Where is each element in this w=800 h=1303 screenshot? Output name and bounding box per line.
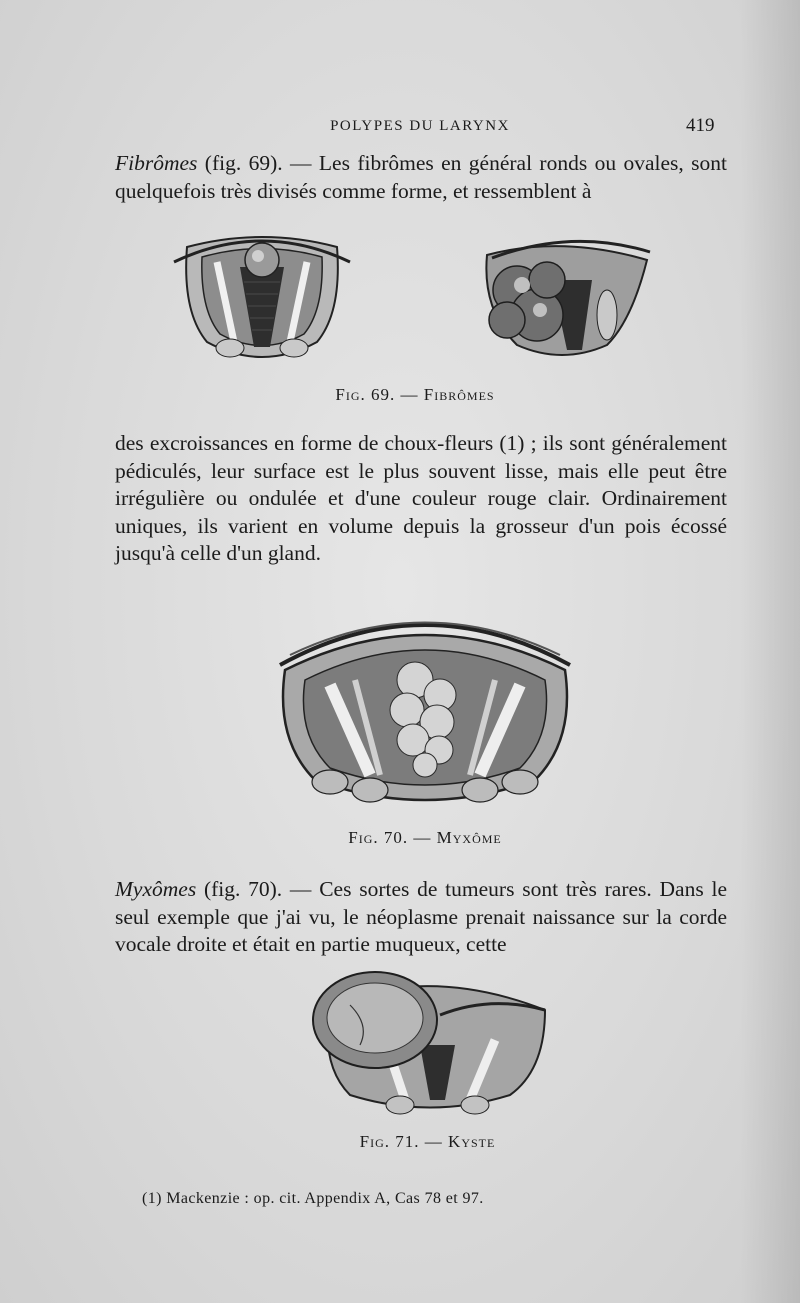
page-number: 419 (686, 115, 715, 136)
figure-71-caption: Fig. 71. — Kyste (359, 1132, 496, 1151)
paragraph-lead: Fibrômes (115, 151, 198, 175)
figure-69-caption: Fig. 69. — Fibrômes (335, 385, 495, 404)
figure-70-caption: Fig. 70. — Myxôme (348, 828, 502, 847)
paragraph-text: (fig. 70). — Ces sortes de tumeurs sont très rares. Dans le seul exemple que j'ai vu, le néoplasme prenait naissance sur la corde vocale droite et était en partie muqueux, cette (115, 877, 727, 956)
running-header: POLYPES DU LARYNX (330, 118, 510, 134)
paragraph-text: (fig. 69). — Les fibrômes en général ronds ou ovales, sont quelquefois très divisés comme forme, et ressemblent à (115, 151, 727, 203)
paragraph-lead: Myxômes (115, 877, 197, 901)
footnote: (1) Mackenzie : op. cit. Appendix A, Cas 78 et 97. (142, 1190, 484, 1207)
paragraph-text: des excroissances en forme de choux-fleurs (1) ; ils sont généralement pédiculés, leur surface est le plus souvent lisse, mais elle peut être irrégulière ou ondulée et d'une couleur rouge clair. Ordinairement uniques, ils varient en volume depuis la grosseur d'un pois écossé jusqu'à celle d'un gland. (115, 431, 727, 565)
